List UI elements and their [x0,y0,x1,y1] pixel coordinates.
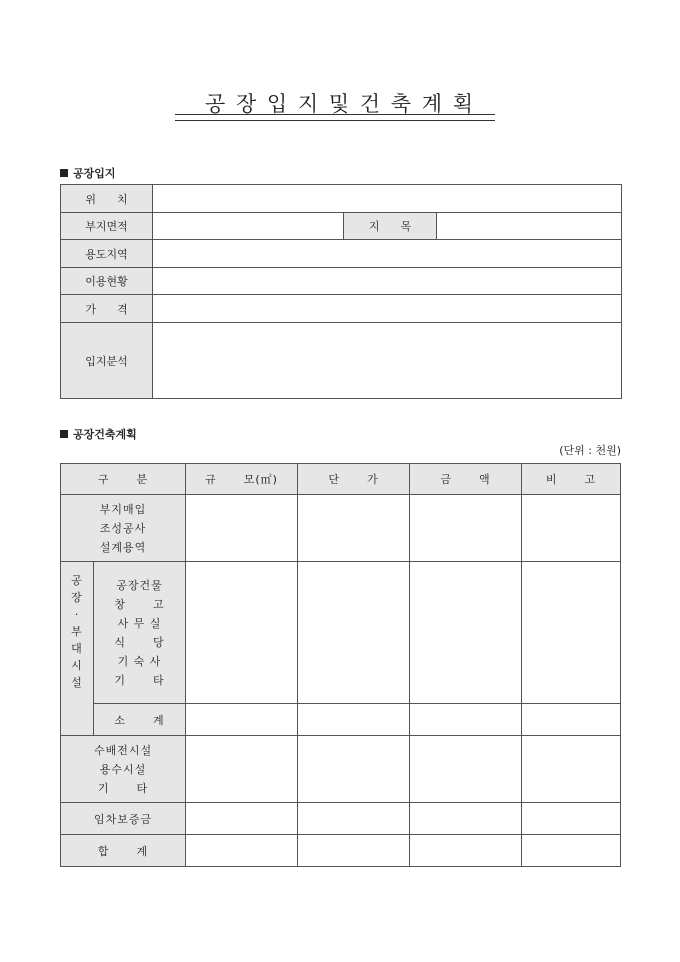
label-location: 위 치 [61,185,153,213]
facility-amount[interactable] [410,562,522,704]
unit-label: (단위 : 천원) [559,444,621,457]
item-other: 기 타 [114,673,165,687]
group2-remarks[interactable] [522,736,621,803]
label-zoning: 용도지역 [61,240,153,268]
deposit-scale[interactable] [186,803,298,835]
group1-label [61,495,186,562]
area-field[interactable] [153,213,344,240]
jimok-field[interactable] [437,213,622,240]
deposit-amount[interactable] [410,803,522,835]
zoning-field[interactable] [153,240,622,268]
subtotal-remarks[interactable] [522,704,621,736]
subtotal-scale[interactable] [186,704,298,736]
item-water-facility: 용수시설 [99,762,147,776]
square-bullet-icon [60,169,68,177]
label-area: 부지면적 [61,213,153,240]
construction-table [60,463,621,867]
item-design: 설계용역 [99,540,147,554]
item-land-purchase: 부지매입 [99,502,147,516]
total-label: 합 계 [61,835,186,867]
total-amount[interactable] [410,835,522,867]
title-underline [175,114,495,121]
group2-amount[interactable] [410,736,522,803]
site-table [60,184,622,399]
item-power-facility: 수배전시설 [93,743,153,757]
usage-field[interactable] [153,268,622,295]
group1-amount[interactable] [410,495,522,562]
facility-scale[interactable] [186,562,298,704]
facility-unit-price[interactable] [298,562,410,704]
subtotal-amount[interactable] [410,704,522,736]
header-scale: 규 모(㎡) [186,464,298,495]
header-unit-price: 단 가 [298,464,410,495]
group2-unit-price[interactable] [298,736,410,803]
deposit-unit-price[interactable] [298,803,410,835]
group2-label [61,736,186,803]
section-heading-construction: 공장건축계획 [60,426,137,442]
page-title: 공 장 입 지 및 건 축 계 획 [205,92,475,116]
label-jimok: 지 목 [344,213,437,240]
deposit-label: 임차보증금 [61,803,186,835]
label-usage: 이용현황 [61,268,153,295]
header-remarks: 비 고 [522,464,621,495]
group1-scale[interactable] [186,495,298,562]
facility-vertical-label: 공 장 · 부 대 시 설 [61,562,94,736]
analysis-field[interactable] [153,323,622,399]
item-dormitory: 기 숙 사 [117,654,162,668]
location-field[interactable] [153,185,622,213]
subtotal-label: 소 계 [94,704,186,736]
facility-remarks[interactable] [522,562,621,704]
section-heading-site: 공장입지 [60,165,116,181]
subtotal-unit-price[interactable] [298,704,410,736]
facility-items [94,562,186,704]
total-remarks[interactable] [522,835,621,867]
item-warehouse: 창 고 [114,597,165,611]
item-other-2: 기 타 [97,781,149,795]
total-unit-price[interactable] [298,835,410,867]
square-bullet-icon [60,430,68,438]
deposit-remarks[interactable] [522,803,621,835]
item-factory-building: 공장건물 [116,578,163,592]
price-field[interactable] [153,295,622,323]
group2-scale[interactable] [186,736,298,803]
header-category: 구 분 [61,464,186,495]
header-amount: 금 액 [410,464,522,495]
group1-remarks[interactable] [522,495,621,562]
item-cafeteria: 식 당 [114,635,165,649]
group1-unit-price[interactable] [298,495,410,562]
item-site-works: 조성공사 [99,521,147,535]
label-analysis: 입지분석 [61,323,153,399]
total-scale[interactable] [186,835,298,867]
item-office: 사 무 실 [117,616,162,630]
label-price: 가 격 [61,295,153,323]
